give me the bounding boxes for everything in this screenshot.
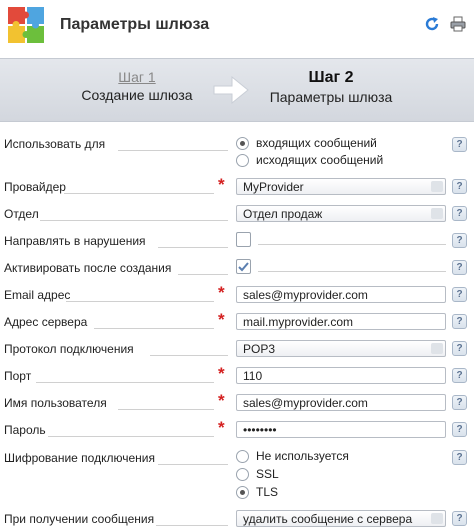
chevron-down-icon [431, 208, 443, 219]
radio-tls[interactable] [236, 486, 249, 499]
divider [258, 244, 446, 245]
radio-ssl[interactable] [236, 468, 249, 481]
help-button[interactable]: ? [452, 511, 467, 526]
dotted-leader [156, 525, 228, 526]
puzzle-logo-icon [6, 5, 46, 45]
header [0, 0, 474, 52]
dotted-leader [118, 150, 228, 151]
arrow-right-icon [212, 73, 250, 107]
select-value: Отдел продаж [243, 207, 323, 221]
on-receive-select[interactable] [236, 510, 446, 527]
step-name: Параметры шлюза [269, 89, 393, 105]
field-label: Провайдер [4, 180, 66, 194]
required-marker: * [218, 175, 225, 194]
field-label: Использовать для [4, 137, 106, 151]
print-icon[interactable] [450, 16, 466, 32]
help-button[interactable]: ? [452, 260, 467, 275]
required-marker: * [218, 283, 225, 302]
required-marker: * [218, 418, 225, 437]
field-label: Протокол подключения [4, 342, 134, 356]
help-button[interactable]: ? [452, 179, 467, 194]
dotted-leader [158, 247, 228, 248]
field-label: Направлять в нарушения [4, 234, 146, 248]
violations-checkbox[interactable] [236, 232, 251, 247]
dotted-leader [48, 436, 214, 437]
page-title: Параметры шлюза [60, 16, 210, 33]
help-button[interactable]: ? [452, 422, 467, 437]
dotted-leader [36, 382, 214, 383]
protocol-select[interactable] [236, 340, 446, 357]
field-label: Отдел [4, 207, 39, 221]
field-label: Шифрование подключения [4, 451, 155, 465]
chevron-down-icon [431, 513, 443, 524]
dotted-leader [40, 220, 228, 221]
help-button[interactable]: ? [452, 450, 467, 465]
radio-label: TLS [256, 485, 279, 499]
field-label: Пароль [4, 423, 46, 437]
divider [258, 271, 446, 272]
select-value: MyProvider [243, 180, 304, 194]
dotted-leader [66, 301, 214, 302]
radio-label: исходящих сообщений [256, 153, 384, 167]
email-input[interactable]: sales@myprovider.com [236, 286, 446, 303]
field-label: Порт [4, 369, 32, 383]
radio-outgoing[interactable] [236, 154, 249, 167]
radio-no-encryption[interactable] [236, 450, 249, 463]
help-button[interactable]: ? [452, 206, 467, 221]
radio-label: входящих сообщений [256, 136, 377, 150]
password-input[interactable]: •••••••• [236, 421, 446, 438]
help-button[interactable]: ? [452, 137, 467, 152]
dotted-leader [158, 464, 228, 465]
checkmark-icon [237, 260, 250, 273]
radio-incoming[interactable] [236, 137, 249, 150]
dotted-leader [94, 328, 214, 329]
dotted-leader [118, 409, 214, 410]
port-input[interactable]: 110 [236, 367, 446, 384]
chevron-down-icon [431, 343, 443, 354]
required-marker: * [218, 310, 225, 329]
server-input[interactable]: mail.myprovider.com [236, 313, 446, 330]
provider-select[interactable] [236, 178, 446, 195]
select-value: POP3 [243, 342, 276, 356]
select-value: удалить сообщение с сервера [243, 512, 413, 526]
department-select[interactable] [236, 205, 446, 222]
wizard-step-1[interactable] [62, 69, 212, 103]
field-label: Email адрес [4, 288, 71, 302]
dotted-leader [178, 274, 228, 275]
radio-label: Не используется [256, 449, 349, 463]
help-button[interactable]: ? [452, 287, 467, 302]
help-button[interactable]: ? [452, 368, 467, 383]
step-number[interactable]: Шаг 1 [118, 69, 156, 85]
field-label: Активировать после создания [4, 261, 172, 275]
field-label: Имя пользователя [4, 396, 107, 410]
radio-label: SSL [256, 467, 279, 481]
required-marker: * [218, 364, 225, 383]
required-marker: * [218, 391, 225, 410]
field-label: Адрес сервера [4, 315, 88, 329]
wizard-steps [0, 58, 474, 122]
wizard-step-2 [256, 69, 406, 105]
help-button[interactable]: ? [452, 314, 467, 329]
dotted-leader [150, 355, 228, 356]
chevron-down-icon [431, 181, 443, 192]
username-input[interactable]: sales@myprovider.com [236, 394, 446, 411]
step-number: Шаг 2 [308, 69, 354, 86]
field-label: При получении сообщения [4, 512, 155, 526]
step-name: Создание шлюза [81, 87, 193, 103]
activate-checkbox[interactable] [236, 259, 251, 274]
help-button[interactable]: ? [452, 341, 467, 356]
help-button[interactable]: ? [452, 233, 467, 248]
refresh-icon[interactable] [424, 16, 440, 32]
help-button[interactable]: ? [452, 395, 467, 410]
dotted-leader [64, 193, 214, 194]
